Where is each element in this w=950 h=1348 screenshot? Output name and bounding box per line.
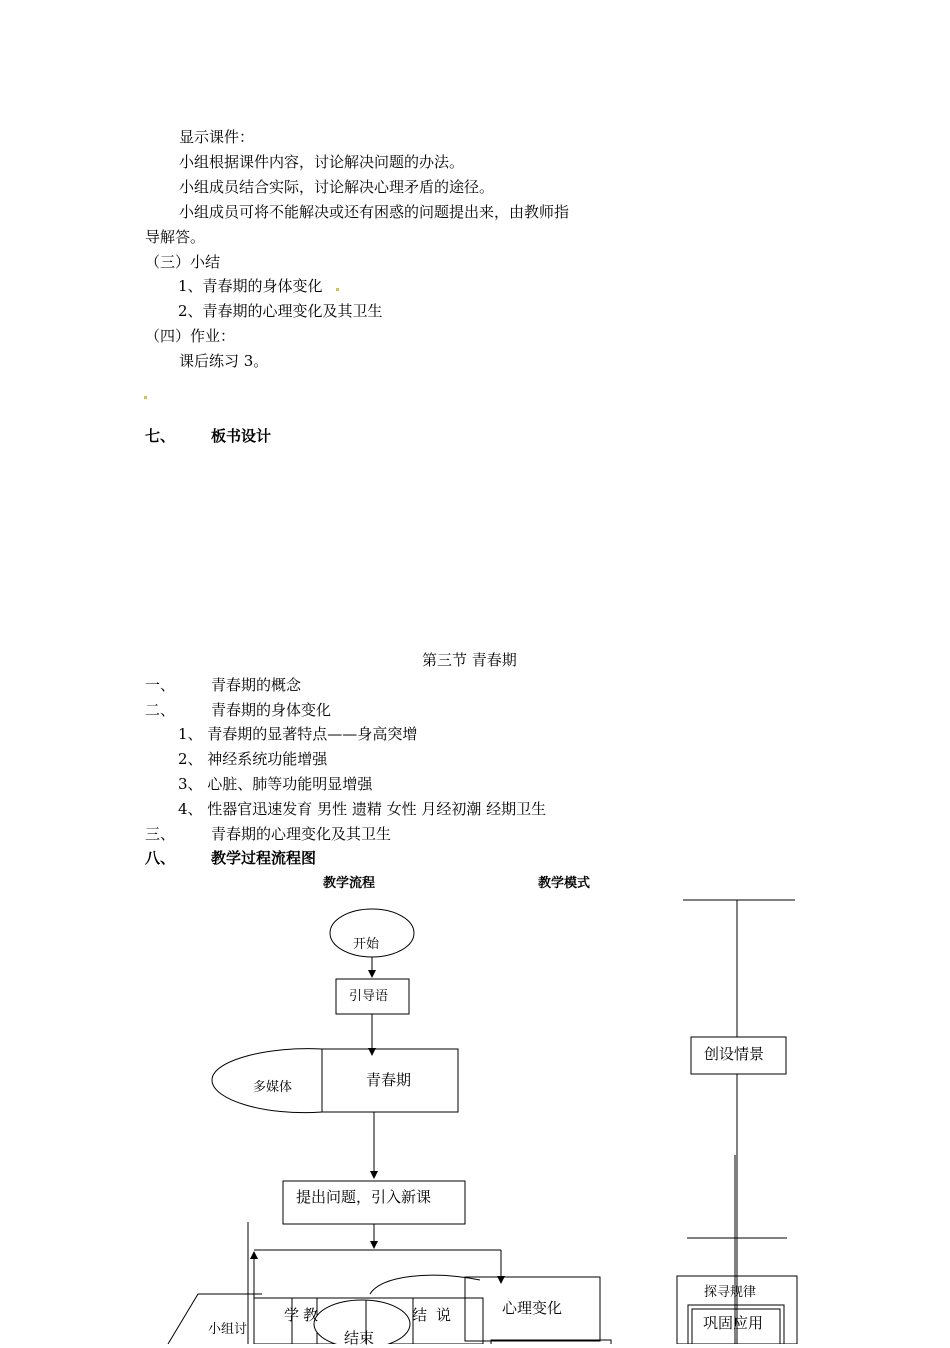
board-point-3-text: 青春期的心理变化及其卫生 — [211, 825, 392, 843]
group-discuss-text: 小组根据课件内容，讨论解决问题的办法。 — [179, 153, 465, 171]
section-seven-title: 板书设计 — [211, 427, 272, 445]
column-teaching-flow: 教学流程 — [323, 876, 376, 891]
raise-question-label: 提出问题，引入新课 — [296, 1188, 432, 1206]
board-point-1-number: 一、 — [145, 676, 176, 694]
end-label: 结束 — [344, 1329, 375, 1347]
teacher-label: 教 — [303, 1306, 319, 1324]
speak-label: 说 — [436, 1306, 452, 1324]
board-point-2-number: 二、 — [145, 701, 176, 719]
board-sub-2: 2、 神经系统功能增强 — [178, 750, 328, 768]
explore-rules-label: 探寻规律 — [704, 1285, 757, 1300]
create-scene-label: 创设情景 — [704, 1045, 765, 1063]
show-courseware-text: 显示课件： — [179, 128, 255, 146]
board-point-3-number: 三、 — [145, 825, 176, 843]
multimedia-label: 多媒体 — [253, 1080, 293, 1095]
section-seven-number: 七、 — [145, 427, 176, 445]
summary-heading: （三）小结 — [145, 253, 221, 271]
conclude-label: 结 — [412, 1306, 428, 1324]
student-label: 学 — [284, 1306, 300, 1324]
summary-item-1: 1、青春期的身体变化 — [178, 277, 323, 295]
board-sub-3: 3、 心脏、肺等功能明显增强 — [178, 775, 373, 793]
board-point-2-text: 青春期的身体变化 — [211, 701, 332, 719]
column-teaching-mode: 教学模式 — [538, 876, 591, 891]
start-label: 开始 — [353, 937, 380, 952]
group-discussion-label: 小组讨 — [208, 1322, 248, 1337]
guide-label: 引导语 — [349, 989, 389, 1004]
puberty-label: 青春期 — [366, 1071, 412, 1089]
summary-item-2: 2、青春期的心理变化及其卫生 — [178, 302, 383, 320]
section-eight-title: 教学过程流程图 — [211, 849, 317, 867]
curve-connector — [370, 1275, 480, 1294]
homework-heading: （四）作业： — [145, 327, 236, 345]
group-raise-text-2: 导解答。 — [145, 228, 206, 246]
consolidate-label: 巩固应用 — [703, 1314, 764, 1332]
board-point-1-text: 青春期的概念 — [211, 676, 302, 694]
section-eight-number: 八、 — [145, 849, 176, 867]
board-sub-4: 4、 性器官迅速发育 男性 遗精 女性 月经初潮 经期卫生 — [178, 800, 547, 818]
group-members-text: 小组成员结合实际，讨论解决心理矛盾的途径。 — [179, 178, 495, 196]
group-raise-text-1: 小组成员可将不能解决或还有困惑的问题提出来，由教师指 — [179, 203, 570, 221]
board-sub-1: 1、 青春期的显著特点——身高突增 — [178, 725, 418, 743]
homework-item: 课后练习 3。 — [179, 352, 269, 370]
psych-change-label: 心理变化 — [502, 1299, 563, 1317]
board-title: 第三节 青春期 — [422, 651, 517, 669]
